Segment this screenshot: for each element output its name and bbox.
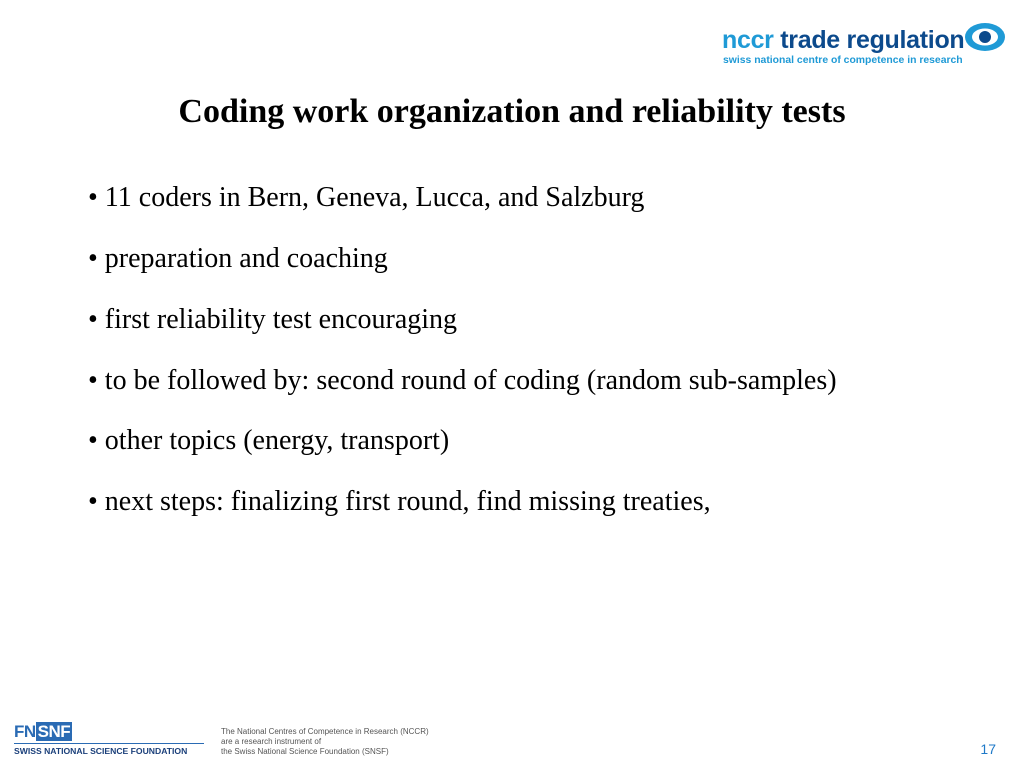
footer-line: are a research instrument of xyxy=(221,737,322,746)
bullet-item: • preparation and coaching xyxy=(88,243,388,274)
eye-icon xyxy=(962,20,1008,54)
footer-note xyxy=(221,727,429,757)
slide-title: Coding work organization and reliability tests xyxy=(178,93,846,130)
bullet-item: • next steps: finalizing first round, find missing treaties, xyxy=(88,486,711,517)
bullet-item: • to be followed by: second round of coding (random sub-samples) xyxy=(88,365,837,396)
snf-logo-fn: FN xyxy=(14,722,36,741)
nccr-logo xyxy=(722,20,1012,70)
page-number: 17 xyxy=(980,741,996,757)
nccr-logo-name xyxy=(722,28,964,53)
footer-line: The National Centres of Competence in Research (NCCR) xyxy=(221,727,429,736)
bullet-item: • first reliability test encouraging xyxy=(88,304,458,335)
nccr-logo-subtitle: swiss national centre of competence in research xyxy=(723,55,963,66)
nccr-logo-trade-regulation: trade regulation xyxy=(780,26,965,54)
bullet-item: • 11 coders in Bern, Geneva, Lucca, and Salzburg xyxy=(88,182,645,213)
snf-logo-snf: SNF xyxy=(37,722,71,741)
snf-logo-divider xyxy=(14,743,204,744)
footer-line: the Swiss National Science Foundation (SNSF) xyxy=(221,747,389,756)
snf-logo xyxy=(14,723,204,757)
snf-logo-mark xyxy=(14,723,72,741)
nccr-logo-nccr: nccr xyxy=(722,26,774,54)
bullet-list xyxy=(88,180,936,545)
snf-logo-name: SWISS NATIONAL SCIENCE FOUNDATION xyxy=(14,746,188,756)
bullet-item: • other topics (energy, transport) xyxy=(88,425,450,456)
